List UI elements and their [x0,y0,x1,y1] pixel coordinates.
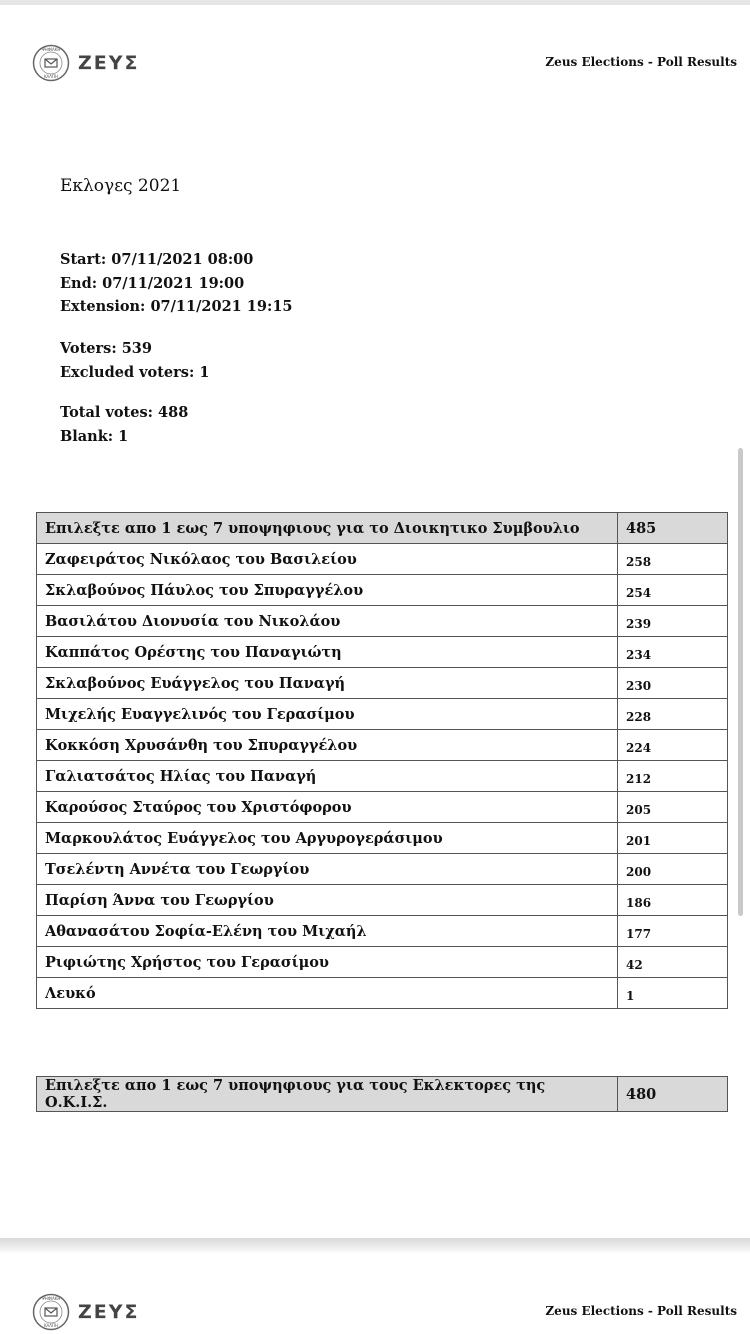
header-title: Zeus Elections - Poll Results [545,1304,737,1318]
ballot-seal-icon [32,44,70,82]
candidate-name: Κοκκόση Χρυσάνθη του Σπυραγγέλου [37,730,618,761]
candidate-row [37,699,728,730]
candidate-name: Μαρκουλάτος Ευάγγελος του Αργυρογεράσιμου [37,823,618,854]
poll-title: Εκλογες 2021 [60,176,182,196]
candidate-votes: 186 [618,885,728,916]
results-table-electors [36,1076,728,1112]
candidate-votes: 254 [618,575,728,606]
candidate-name: Βασιλάτου Διονυσία του Νικολάου [37,606,618,637]
question-total: 480 [618,1077,728,1112]
header-title: Zeus Elections - Poll Results [545,55,737,69]
candidate-row [37,730,728,761]
candidate-votes: 239 [618,606,728,637]
voters-count: Voters: 539 [60,340,152,357]
candidate-votes: 1 [618,978,728,1009]
candidate-votes: 177 [618,916,728,947]
candidate-name: Σκλαβούνος Πάυλος του Σπυραγγέλου [37,575,618,606]
candidate-row [37,544,728,575]
candidate-name: Λευκό [37,978,618,1009]
table-header-row [37,513,728,544]
candidate-votes: 234 [618,637,728,668]
candidate-name: Γαλιατσάτος Ηλίας του Παναγή [37,761,618,792]
extension-date: Extension: 07/11/2021 19:15 [60,298,293,315]
svg-text:ΚΑΛΠΗ: ΚΑΛΠΗ [43,1323,59,1328]
poll-dates [60,248,293,319]
question-title: Επιλεξτε απο 1 εως 7 υποψηφιους για τους Εκλεκτορες της Ο.Κ.Ι.Σ. [37,1077,618,1112]
logo-text: ΖΕΥΣ [78,1301,140,1323]
candidate-votes: 228 [618,699,728,730]
candidate-votes: 201 [618,823,728,854]
candidate-votes: 230 [618,668,728,699]
candidate-name: Παρίση Άννα του Γεωργίου [37,885,618,916]
candidate-votes: 224 [618,730,728,761]
page-top-edge [0,0,750,5]
candidate-name: Καρούσος Σταύρος του Χριστόφορου [37,792,618,823]
candidate-votes: 200 [618,854,728,885]
candidate-name: Καππάτος Ορέστης του Παναγιώτη [37,637,618,668]
svg-text:ΚΑΛΠΗ: ΚΑΛΠΗ [43,74,59,79]
candidate-row [37,947,728,978]
question-total: 485 [618,513,728,544]
candidate-row [37,854,728,885]
candidate-row [37,637,728,668]
zeus-logo [32,1293,140,1331]
start-date: Start: 07/11/2021 08:00 [60,251,254,268]
page-header [32,1293,737,1333]
candidate-row [37,978,728,1009]
scrollbar[interactable] [738,448,743,916]
svg-text:ΨΗΦΙΑΚΗ: ΨΗΦΙΑΚΗ [41,1296,61,1302]
results-table-board [36,512,728,1009]
candidate-row [37,761,728,792]
candidate-name: Τσελέντη Αννέτα του Γεωργίου [37,854,618,885]
candidate-name: Σκλαβούνος Ευάγγελος του Παναγή [37,668,618,699]
candidate-row [37,575,728,606]
svg-text:ΨΗΦΙΑΚΗ: ΨΗΦΙΑΚΗ [41,47,61,53]
candidate-votes: 258 [618,544,728,575]
candidate-row [37,885,728,916]
page-header [32,44,737,84]
page-break [0,1238,750,1254]
blank-votes: Blank: 1 [60,427,129,445]
candidate-name: Μιχελής Ευαγγελινός του Γερασίμου [37,699,618,730]
question-title: Επιλεξτε απο 1 εως 7 υποψηφιους για το Διοικητικο Συμβουλιο [37,513,618,544]
table-header-row [37,1077,728,1112]
end-date: End: 07/11/2021 19:00 [60,274,245,292]
candidate-votes: 212 [618,761,728,792]
candidate-row [37,606,728,637]
candidate-row [37,792,728,823]
vote-counts [60,401,188,448]
candidate-name: Ζαφειράτος Νικόλαος του Βασιλείου [37,544,618,575]
candidate-name: Ριφιώτης Χρήστος του Γερασίμου [37,947,618,978]
logo-text: ΖΕΥΣ [78,52,140,74]
ballot-seal-icon [32,1293,70,1331]
candidate-row [37,668,728,699]
candidate-row [37,823,728,854]
candidate-row [37,916,728,947]
excluded-voters: Excluded voters: 1 [60,363,210,381]
zeus-logo [32,44,140,82]
voter-counts [60,337,209,384]
candidate-votes: 205 [618,792,728,823]
candidate-votes: 42 [618,947,728,978]
candidate-name: Αθανασάτου Σοφία-Ελένη του Μιχαήλ [37,916,618,947]
total-votes: Total votes: 488 [60,404,189,421]
